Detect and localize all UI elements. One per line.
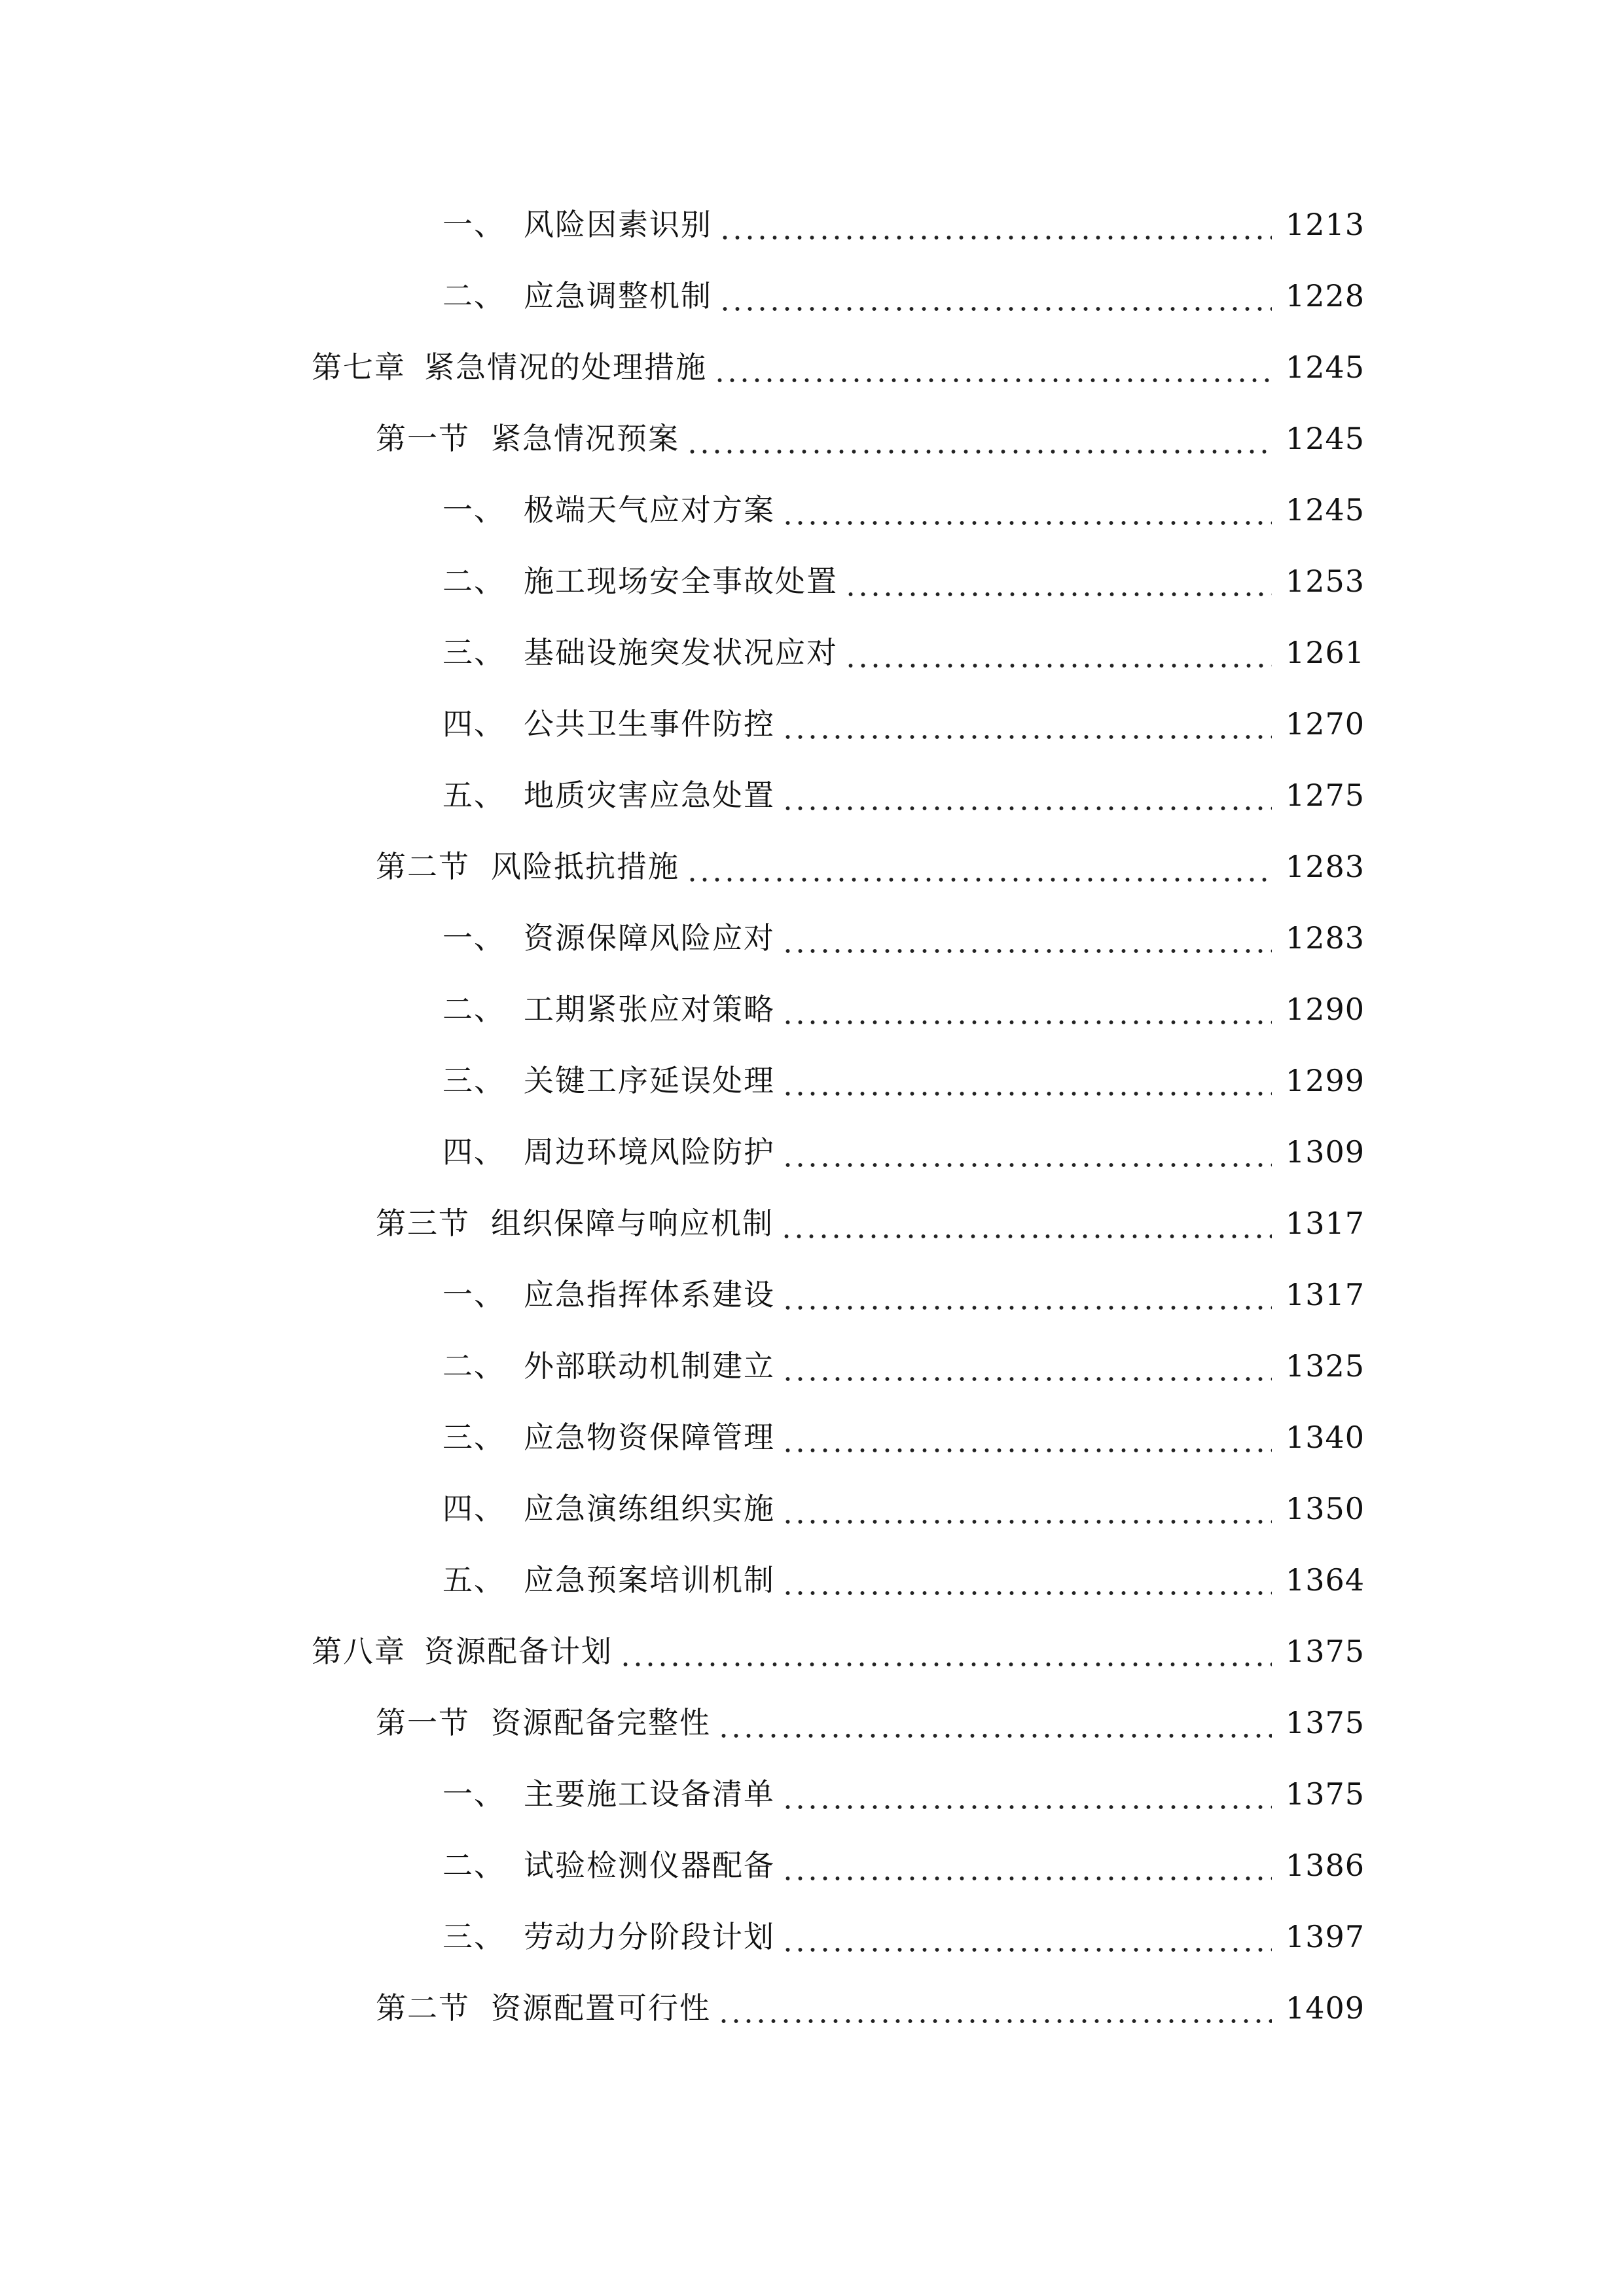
toc-entry-number: 一、 [442,492,505,528]
toc-entry-title: 资源配备计划 [424,1633,613,1669]
toc-entry-title: 应急物资保障管理 [524,1419,775,1455]
dot-leader [782,1560,1272,1600]
dot-leader [719,205,1272,244]
toc-entry-title: 劳动力分阶段计划 [524,1918,775,1954]
toc-entry-number: 二、 [442,1348,505,1384]
toc-entry-section[interactable] [0,474,1624,545]
toc-entry-title: 关键工序延误处理 [524,1062,775,1098]
toc-entry-number: 第一节 [376,1704,470,1740]
toc-entry-number: 二、 [442,991,505,1027]
toc-entry-section[interactable] [0,1901,1624,1972]
toc-entry-section[interactable] [0,1544,1624,1615]
toc-entry-page-number: 1375 [1285,1704,1365,1740]
dot-leader [782,490,1272,529]
toc-entry-number: 二、 [442,278,505,314]
toc-entry-chapter[interactable] [0,331,1624,403]
dot-leader [844,562,1272,601]
toc-entry-page-number: 1317 [1285,1205,1365,1241]
toc-entry-section[interactable] [0,1758,1624,1829]
toc-entry-title: 应急调整机制 [524,278,712,314]
toc-entry-title: 极端天气应对方案 [524,492,775,528]
toc-entry-page-number: 1375 [1285,1633,1365,1669]
toc-entry-number: 二、 [442,563,505,599]
toc-entry-number: 二、 [442,1847,505,1883]
dot-leader [717,1988,1272,2028]
dot-leader [782,1275,1272,1314]
toc-entry-number: 三、 [442,1918,505,1954]
toc-entry-page-number: 1245 [1285,349,1365,385]
dot-leader [619,1632,1272,1671]
toc-entry-title: 地质灾害应急处置 [524,777,775,813]
toc-entry-subchapter[interactable] [0,1687,1624,1758]
toc-entry-section[interactable] [0,1473,1624,1544]
toc-entry-section[interactable] [0,188,1624,260]
toc-entry-page-number: 1364 [1285,1562,1365,1598]
toc-entry-page-number: 1261 [1285,634,1365,670]
toc-entry-page-number: 1375 [1285,1776,1365,1812]
toc-entry-subchapter[interactable] [0,1972,1624,2043]
toc-entry-page-number: 1409 [1285,1990,1365,2026]
toc-entry-page-number: 1253 [1285,563,1365,599]
toc-entry-page-number: 1283 [1285,848,1365,884]
toc-entry-section[interactable] [0,617,1624,688]
toc-entry-title: 风险因素识别 [524,206,712,242]
toc-entry-title: 紧急情况的处理措施 [424,349,707,385]
dot-leader [782,990,1272,1029]
toc-entry-number: 一、 [442,1276,505,1312]
dot-leader [713,348,1272,387]
toc-entry-number: 五、 [442,1562,505,1598]
toc-entry-section[interactable] [0,1045,1624,1116]
toc-entry-section[interactable] [0,902,1624,973]
toc-entry-number: 第七章 [312,349,406,385]
toc-entry-page-number: 1340 [1285,1419,1365,1455]
toc-entry-number: 一、 [442,1776,505,1812]
toc-entry-section[interactable] [0,260,1624,331]
toc-entry-page-number: 1317 [1285,1276,1365,1312]
dot-leader [782,1418,1272,1457]
toc-entry-page-number: 1228 [1285,278,1365,314]
toc-entry-title: 应急预案培训机制 [524,1562,775,1598]
toc-entry-section[interactable] [0,1259,1624,1330]
toc-entry-title: 周边环境风险防护 [524,1134,775,1170]
toc-entry-number: 第八章 [312,1633,406,1669]
dot-leader [844,633,1272,672]
toc-entry-section[interactable] [0,759,1624,831]
dot-leader [782,1774,1272,1814]
toc-entry-subchapter[interactable] [0,831,1624,902]
toc-entry-number: 四、 [442,706,505,742]
toc-entry-title: 资源保障风险应对 [524,920,775,956]
toc-entry-section[interactable] [0,688,1624,759]
dot-leader [782,1346,1272,1386]
toc-entry-title: 外部联动机制建立 [524,1348,775,1384]
toc-entry-chapter[interactable] [0,1615,1624,1687]
toc-entry-title: 风险抵抗措施 [491,848,679,884]
toc-entry-page-number: 1270 [1285,706,1365,742]
table-of-contents [0,188,1624,2043]
toc-entry-subchapter[interactable] [0,403,1624,474]
dot-leader [717,1703,1272,1742]
toc-entry-page-number: 1350 [1285,1490,1365,1526]
toc-entry-section[interactable] [0,973,1624,1045]
dot-leader [686,419,1272,458]
toc-entry-title: 主要施工设备清单 [524,1776,775,1812]
toc-entry-page-number: 1283 [1285,920,1365,956]
toc-entry-title: 资源配备完整性 [491,1704,711,1740]
dot-leader [782,1132,1272,1172]
toc-entry-number: 第二节 [376,1990,470,2026]
dot-leader [719,276,1272,315]
toc-entry-title: 公共卫生事件防控 [524,706,775,742]
toc-entry-number: 三、 [442,1419,505,1455]
toc-entry-title: 资源配置可行性 [491,1990,711,2026]
toc-entry-title: 工期紧张应对策略 [524,991,775,1027]
toc-entry-section[interactable] [0,545,1624,617]
dot-leader [782,1846,1272,1885]
toc-entry-number: 第二节 [376,848,470,884]
toc-entry-page-number: 1397 [1285,1918,1365,1954]
toc-entry-number: 四、 [442,1134,505,1170]
toc-entry-number: 三、 [442,1062,505,1098]
toc-entry-section[interactable] [0,1401,1624,1473]
toc-entry-number: 一、 [442,206,505,242]
toc-entry-title: 紧急情况预案 [491,420,679,456]
toc-entry-title: 施工现场安全事故处置 [524,563,838,599]
toc-entry-title: 基础设施突发状况应对 [524,634,838,670]
toc-entry-number: 五、 [442,777,505,813]
dot-leader [782,1917,1272,1956]
dot-leader [782,1061,1272,1100]
toc-entry-title: 试验检测仪器配备 [524,1847,775,1883]
toc-entry-page-number: 1245 [1285,420,1365,456]
toc-entry-number: 四、 [442,1490,505,1526]
toc-entry-page-number: 1299 [1285,1062,1365,1098]
dot-leader [686,847,1272,886]
toc-entry-title: 组织保障与响应机制 [491,1205,774,1241]
toc-entry-page-number: 1213 [1285,206,1365,242]
toc-entry-title: 应急演练组织实施 [524,1490,775,1526]
toc-entry-number: 第三节 [376,1205,470,1241]
toc-entry-page-number: 1309 [1285,1134,1365,1170]
toc-entry-page-number: 1325 [1285,1348,1365,1384]
toc-entry-section[interactable] [0,1330,1624,1401]
toc-entry-title: 应急指挥体系建设 [524,1276,775,1312]
toc-entry-page-number: 1386 [1285,1847,1365,1883]
dot-leader [782,776,1272,815]
toc-entry-page-number: 1275 [1285,777,1365,813]
toc-entry-subchapter[interactable] [0,1187,1624,1259]
toc-entry-page-number: 1245 [1285,492,1365,528]
dot-leader [782,918,1272,958]
toc-entry-number: 一、 [442,920,505,956]
dot-leader [782,704,1272,744]
dot-leader [782,1489,1272,1528]
toc-entry-section[interactable] [0,1116,1624,1187]
toc-entry-number: 三、 [442,634,505,670]
toc-entry-section[interactable] [0,1829,1624,1901]
dot-leader [780,1204,1272,1243]
toc-entry-page-number: 1290 [1285,991,1365,1027]
toc-entry-number: 第一节 [376,420,470,456]
